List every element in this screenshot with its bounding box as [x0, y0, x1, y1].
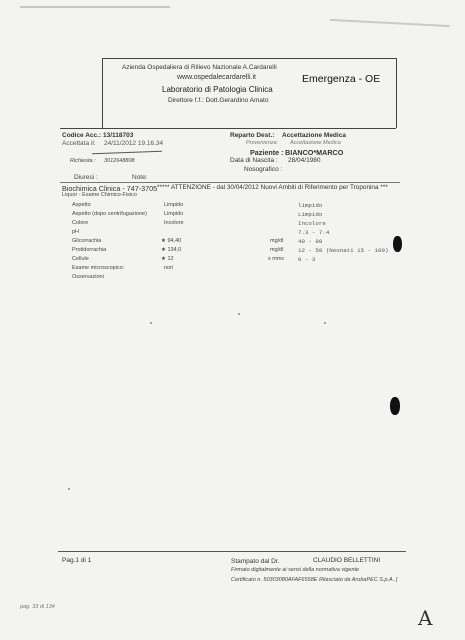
punch-hole — [390, 397, 400, 415]
provenienza-label: Provenienza: — [246, 140, 279, 146]
scan-speck — [324, 322, 326, 324]
accettata-value: 24/11/2012 19.16.34 — [104, 140, 164, 147]
note-label: Note: — [132, 174, 148, 181]
test-ref: 0 - 3 — [298, 256, 316, 263]
hospital-name: Azienda Ospedaliera di Rilievo Nazionale A.Cardarelli — [122, 64, 277, 71]
nascita-label: Data di Nascita : — [230, 157, 278, 164]
test-name: Esame microscopico: — [72, 265, 125, 271]
page-count: Pag.1 di 1 — [62, 557, 92, 564]
codice-value: 13/118703 — [103, 132, 134, 139]
page-reference: pag. 33 di 134 — [20, 604, 55, 610]
test-name: Protidorrachia — [72, 247, 107, 253]
director: Direttore f.f.: Dott.Gerardino Amato — [168, 97, 269, 104]
section-subtitle: Liquor - Esame Chimico-Fisico — [62, 192, 137, 198]
stampato-label: Stampato dal Dr. — [231, 558, 280, 565]
test-ref: 12 - 50 (Neonati 15 - 100) — [298, 247, 389, 254]
paziente-value: BIANCO*MARCO — [285, 148, 344, 157]
punch-hole — [393, 236, 402, 252]
scan-artifact-top — [20, 6, 170, 8]
test-ref: limpido — [298, 202, 323, 209]
richiesta-label: Richiesta : — [70, 158, 96, 164]
test-name: Aspetto (dopo centrifugazione) — [72, 211, 147, 217]
lab-name: Laboratorio di Patologia Clinica — [162, 85, 273, 94]
test-name: Aspetto — [72, 202, 91, 208]
section-title: Biochimica Clinica - 747-3705 — [62, 184, 158, 193]
test-ref: 7.3 - 7.4 — [298, 229, 330, 236]
test-value: Limpido — [164, 211, 184, 217]
test-value: nori — [164, 265, 174, 271]
scan-speck — [68, 488, 70, 490]
test-value: ★ 134,0 — [161, 247, 182, 253]
test-value: ★ 94,40 — [161, 238, 182, 244]
test-name: Glicorrachia — [72, 238, 102, 244]
signature-stroke — [92, 151, 162, 154]
provenienza-value: Accettazione Medica — [290, 140, 341, 146]
test-name: Cellule — [72, 256, 89, 262]
test-name: Osservazioni — [72, 274, 104, 280]
scan-speck — [150, 322, 152, 324]
test-value: Incolore — [164, 220, 184, 226]
emergency-label: Emergenza - OE — [302, 73, 381, 85]
doctor-name: CLAUDIO BELLETTINI — [313, 557, 381, 564]
nascita-value: 28/04/1980 — [288, 157, 321, 164]
section-divider — [60, 182, 400, 183]
diuresi-label: Diuresi : — [74, 174, 98, 181]
nosografico-label: Nosografico : — [244, 166, 283, 173]
test-ref: Limpido — [298, 211, 323, 218]
codice-label: Codice Acc.: — [62, 132, 102, 139]
reparto-value: Accettazione Medica — [282, 132, 346, 139]
test-ref: Incolore — [298, 220, 326, 227]
reparto-label: Reparto Dest.: — [230, 132, 275, 139]
test-unit: x mmc — [268, 256, 285, 262]
test-unit: mg/dl — [270, 238, 284, 244]
hospital-website: www.ospedalecardarelli.it — [177, 74, 256, 81]
test-value: ★ 12 — [161, 256, 174, 262]
scan-artifact-top-right — [330, 19, 450, 27]
digital-signature-note: Firmato digitalmente ai sensi della normativa vigente — [231, 567, 360, 573]
test-value: Limpido — [164, 202, 184, 208]
richiesta-value: 3012648808 — [104, 158, 135, 164]
table-row — [0, 274, 465, 284]
test-name: pH — [72, 229, 80, 235]
test-name: Colore — [72, 220, 89, 226]
scan-speck — [238, 313, 240, 315]
accettata-label: Accettata il: — [62, 140, 96, 147]
test-ref: 40 - 80 — [298, 238, 323, 245]
footer-divider — [58, 551, 406, 552]
handwritten-letter: A — [418, 606, 433, 630]
troponina-warning: ***** ATTENZIONE - dal 30/04/2012 Nuovi Ambiti di Riferimento per Troponina *** — [157, 184, 388, 191]
test-unit: mg/dl — [270, 247, 284, 253]
certificate-info: Certificato n. 50303080AFAF6558E Rilasciato da ArubaPEC S.p.A. ] — [231, 577, 398, 583]
paziente-label: Paziente : — [250, 148, 284, 157]
